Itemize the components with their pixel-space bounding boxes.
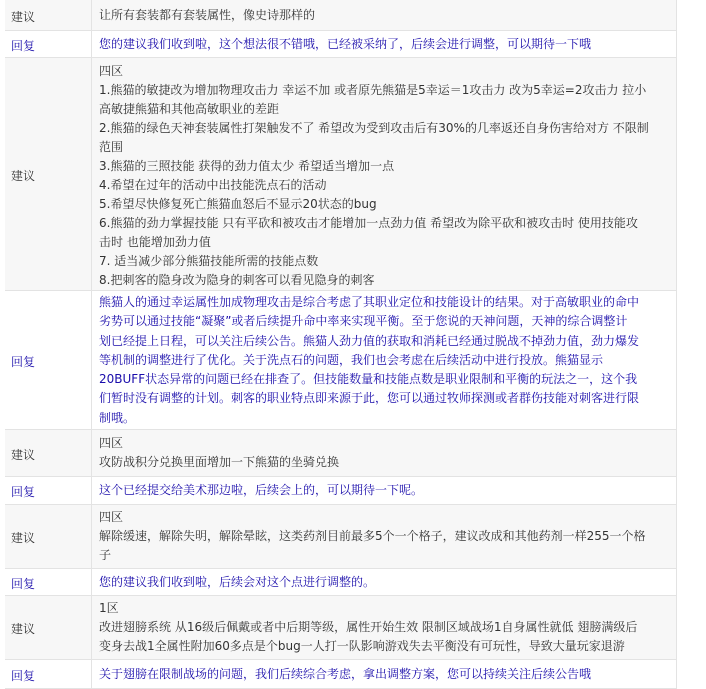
row-type-label: 建议 — [11, 531, 36, 545]
suggestion-text — [99, 434, 673, 472]
text-line: 变身去战1全属性附加60多点是个bug一人打一队影响游戏失去平衡没有可玩性，导致大量玩家退游 — [99, 639, 625, 653]
text-line: 1区 — [99, 601, 119, 615]
text-line: 这个已经提交给美术那边啦，后续会上的，可以期待一下呢。 — [99, 483, 424, 497]
text-line: 8.把刺客的隐身改为隐身的刺客可以看见隐身的刺客 — [99, 273, 375, 287]
text-line: 四区 — [99, 436, 124, 450]
row-type-label: 回复 — [11, 354, 36, 369]
row-type-label: 建议 — [11, 447, 36, 462]
text-line: 您的建议我们收到啦，这个想法很不错哦，已经被采纳了，后续会进行调整，可以期待一下哦 — [99, 37, 592, 51]
text-line: 子 — [99, 548, 112, 562]
text-line: 您的建议我们收到啦，后续会对这个点进行调整的。 — [99, 575, 376, 589]
text-line: 解除缓速，解除失明，解除晕眩，这类药剂目前最多5个一个格子，建议改成和其他药剂一样255一个格 — [99, 529, 646, 543]
suggestion-row — [5, 505, 677, 569]
text-line: 范围 — [99, 140, 124, 154]
reply-row — [5, 660, 677, 689]
reply-text — [99, 35, 673, 54]
text-line: 改进翅膀系统 从16级后佩戴或者中后期等级，属性开始生效 限制区域战场1自身属性就低 翅膀满级后 — [99, 620, 638, 634]
reply-text — [99, 481, 673, 500]
text-line: 4.希望在过年的活动中出技能洗点石的活动 — [99, 178, 327, 192]
text-line: 击时 也能增加劲力值 — [99, 235, 211, 249]
text-line: 关于翅膀在限制战场的问题，我们后续综合考虑，拿出调整方案，您可以持续关注后续公告哦 — [99, 667, 592, 681]
text-line: 四区 — [99, 510, 124, 524]
row-type-label: 回复 — [11, 668, 36, 683]
reply-text — [99, 573, 673, 592]
text-line: 20BUFF状态异常的问题已经在排查了。但技能数量和技能点数是职业限制和平衡的玩法之一，这个我 — [99, 372, 638, 387]
row-type-label: 回复 — [11, 38, 36, 53]
text-line: 5.希望尽快修复死亡熊猫血怒后不显示20状态的bug — [99, 197, 377, 211]
reply-row — [5, 569, 677, 596]
text-line: 让所有套装都有套装属性，像史诗那样的 — [99, 8, 316, 22]
text-line: 3.熊猫的三照技能 获得的劲力值太少 希望适当增加一点 — [99, 159, 395, 173]
text-line: 6.熊猫的劲力掌握技能 只有平砍和被攻击才能增加一点劲力值 希望改为除平砍和被攻击时 使用技能攻 — [99, 216, 638, 230]
reply-text — [99, 293, 673, 428]
suggestion-row — [5, 58, 677, 291]
suggestion-text — [99, 508, 673, 565]
text-line: 7. 适当减少部分熊猫技能所需的技能点数 — [99, 254, 319, 268]
text-line: 制哦。 — [99, 410, 136, 425]
column-divider — [91, 0, 92, 689]
reply-text — [99, 665, 673, 684]
table-right-border — [676, 0, 677, 689]
suggestion-row — [5, 0, 677, 31]
row-type-label: 建议 — [11, 9, 36, 24]
text-line: 们暂时没有调整的计划。刺客的职业特点即来源于此，您可以通过牧师探测或者群伤技能对刺客进行限 — [99, 391, 640, 406]
suggestion-text — [99, 599, 673, 656]
text-line: 高敏捷熊猫和其他高敏职业的差距 — [99, 102, 280, 116]
text-line: 攻防战积分兑换里面增加一下熊猫的坐骑兑换 — [99, 455, 340, 469]
text-line: 劣势可以通过技能“凝聚”或者后续提升命中率来实现平衡。至于您说的天神问题，天神的综合调整计 — [99, 314, 628, 329]
qa-table — [5, 0, 677, 689]
text-line: 1.熊猫的敏捷改为增加物理攻击力 幸运不加 或者原先熊猫是5幸运＝1攻击力 改为5幸运=2攻击力 拉小 — [99, 83, 647, 97]
reply-row — [5, 477, 677, 505]
text-line: 划已经提上日程，可以关注后续公告。熊猫人劲力值的获取和消耗已经通过脱战不掉劲力值，劲力爆发 — [99, 333, 640, 348]
row-type-label: 回复 — [11, 485, 36, 499]
reply-row — [5, 291, 677, 430]
text-line: 等机制的调整进行了优化。关于洗点石的问题，我们也会考虑在后续活动中进行投放。熊猫显示 — [99, 352, 604, 367]
suggestion-text — [99, 62, 673, 290]
row-type-label: 回复 — [11, 576, 36, 591]
text-line: 2.熊猫的绿色天神套装属性打架触发不了 希望改为受到攻击后有30%的几率返还自身伤害给对方 不限制 — [99, 121, 649, 135]
row-type-label: 建议 — [11, 168, 36, 183]
reply-row — [5, 31, 677, 58]
text-line: 四区 — [99, 64, 124, 78]
suggestion-row — [5, 430, 677, 477]
row-type-label: 建议 — [11, 622, 36, 636]
suggestion-text — [99, 6, 673, 25]
suggestion-row — [5, 596, 677, 660]
text-line: 熊猫人的通过幸运属性加成物理攻击是综合考虑了其职业定位和技能设计的结果。对于高敏职业的命中 — [99, 295, 640, 309]
